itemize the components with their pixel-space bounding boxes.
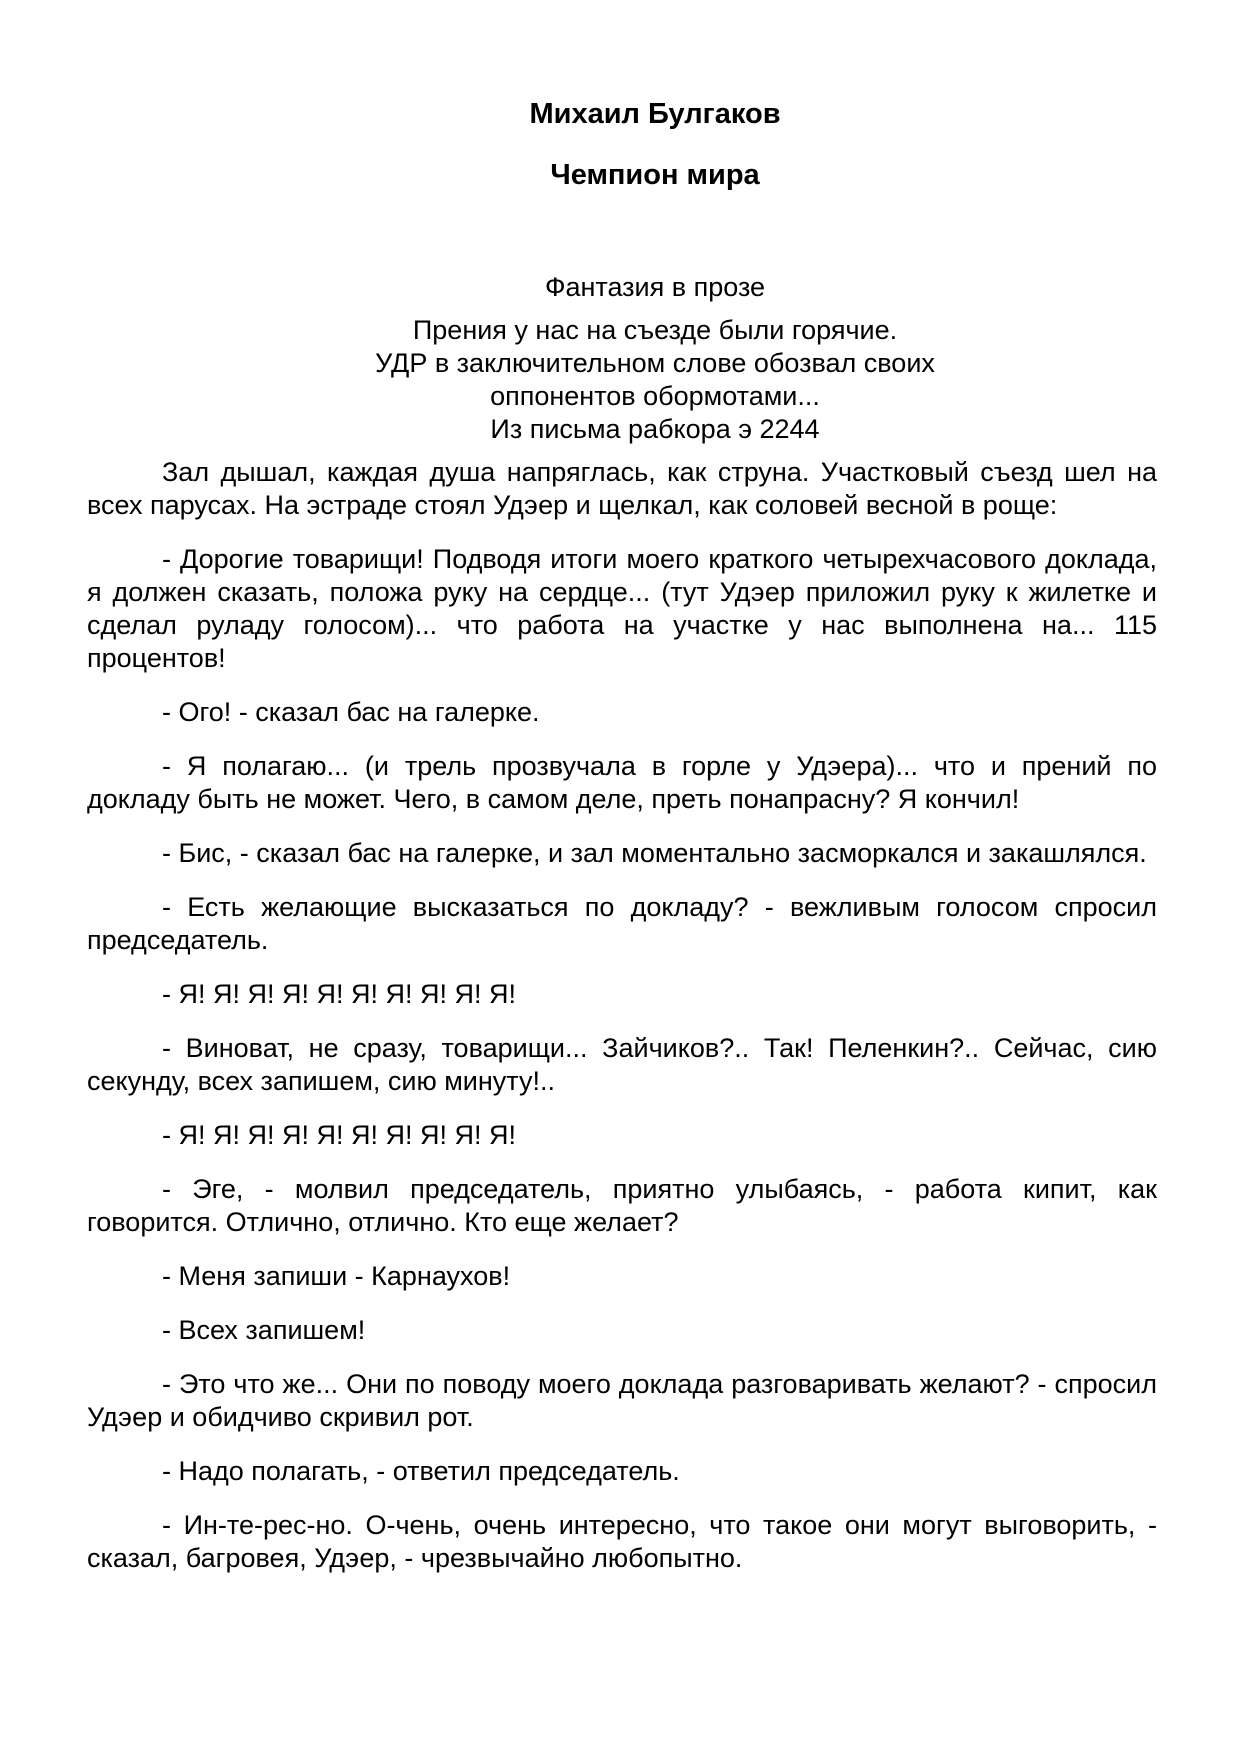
epigraph-line: Прения у нас на съезде были горячие. <box>412 315 898 345</box>
paragraph: - Я! Я! Я! Я! Я! Я! Я! Я! Я! Я! <box>162 1120 517 1150</box>
epigraph-source: Из письма рабкора э 2244 <box>490 414 820 444</box>
epigraph-line: оппонентов обормотами... <box>490 381 820 411</box>
story-title: Чемпион мира <box>550 159 760 191</box>
paragraph: - Я! Я! Я! Я! Я! Я! Я! Я! Я! Я! <box>162 979 517 1009</box>
paragraph: - Всех запишем! <box>162 1315 366 1345</box>
paragraph: - Надо полагать, - ответил председатель. <box>162 1456 680 1486</box>
paragraph: - Бис, - сказал бас на галерке, и зал моментально засморкался и закашлялся. <box>162 838 1147 868</box>
paragraph: - Меня запиши - Карнаухов! <box>162 1261 511 1291</box>
paragraph: - Эге, - молвил председатель, приятно улыбаясь, - работа кипит, как говорится. Отлично, отлично. Кто еще желает? <box>87 1174 1157 1237</box>
story-subtitle: Фантазия в прозе <box>544 272 766 302</box>
paragraph: - Ого! - сказал бас на галерке. <box>162 697 540 727</box>
story-body <box>87 456 1157 1596</box>
paragraph: - Дорогие товарищи! Подводя итоги моего краткого четырехчасового доклада, я должен сказать, положа руку на сердце... (тут Удэер приложил руку к жилетке и сделал руладу голосом)... что работа на участке у нас выполнена на... 115 процентов! <box>87 544 1157 673</box>
paragraph: - Я полагаю... (и трель прозвучала в горле у Удэера)... что и прений по докладу быть не может. Чего, в самом деле, преть понапрасну? Я кончил! <box>87 751 1157 814</box>
epigraph <box>350 314 960 446</box>
paragraph: - Это что же... Они по поводу моего доклада разговаривать желают? - спросил Удэер и обидчиво скривил рот. <box>87 1369 1157 1432</box>
paragraph: - Виноват, не сразу, товарищи... Зайчиков?.. Так! Пеленкин?.. Сейчас, сию секунду, всех запишем, сию минуту!.. <box>87 1033 1157 1096</box>
paragraph: - Ин-те-рес-но. О-чень, очень интересно, что такое они могут выговорить, - сказал, багровея, Удэер, - чрезвычайно любопытно. <box>87 1510 1157 1573</box>
epigraph-line: УДР в заключительном слове обозвал своих <box>375 348 935 378</box>
author-heading: Михаил Булгаков <box>529 98 781 130</box>
paragraph: Зал дышал, каждая душа напряглась, как струна. Участковый съезд шел на всех парусах. На эстраде стоял Удэер и щелкал, как соловей весной в роще: <box>87 457 1157 520</box>
paragraph: - Есть желающие высказаться по докладу? - вежливым голосом спросил председатель. <box>87 892 1157 955</box>
